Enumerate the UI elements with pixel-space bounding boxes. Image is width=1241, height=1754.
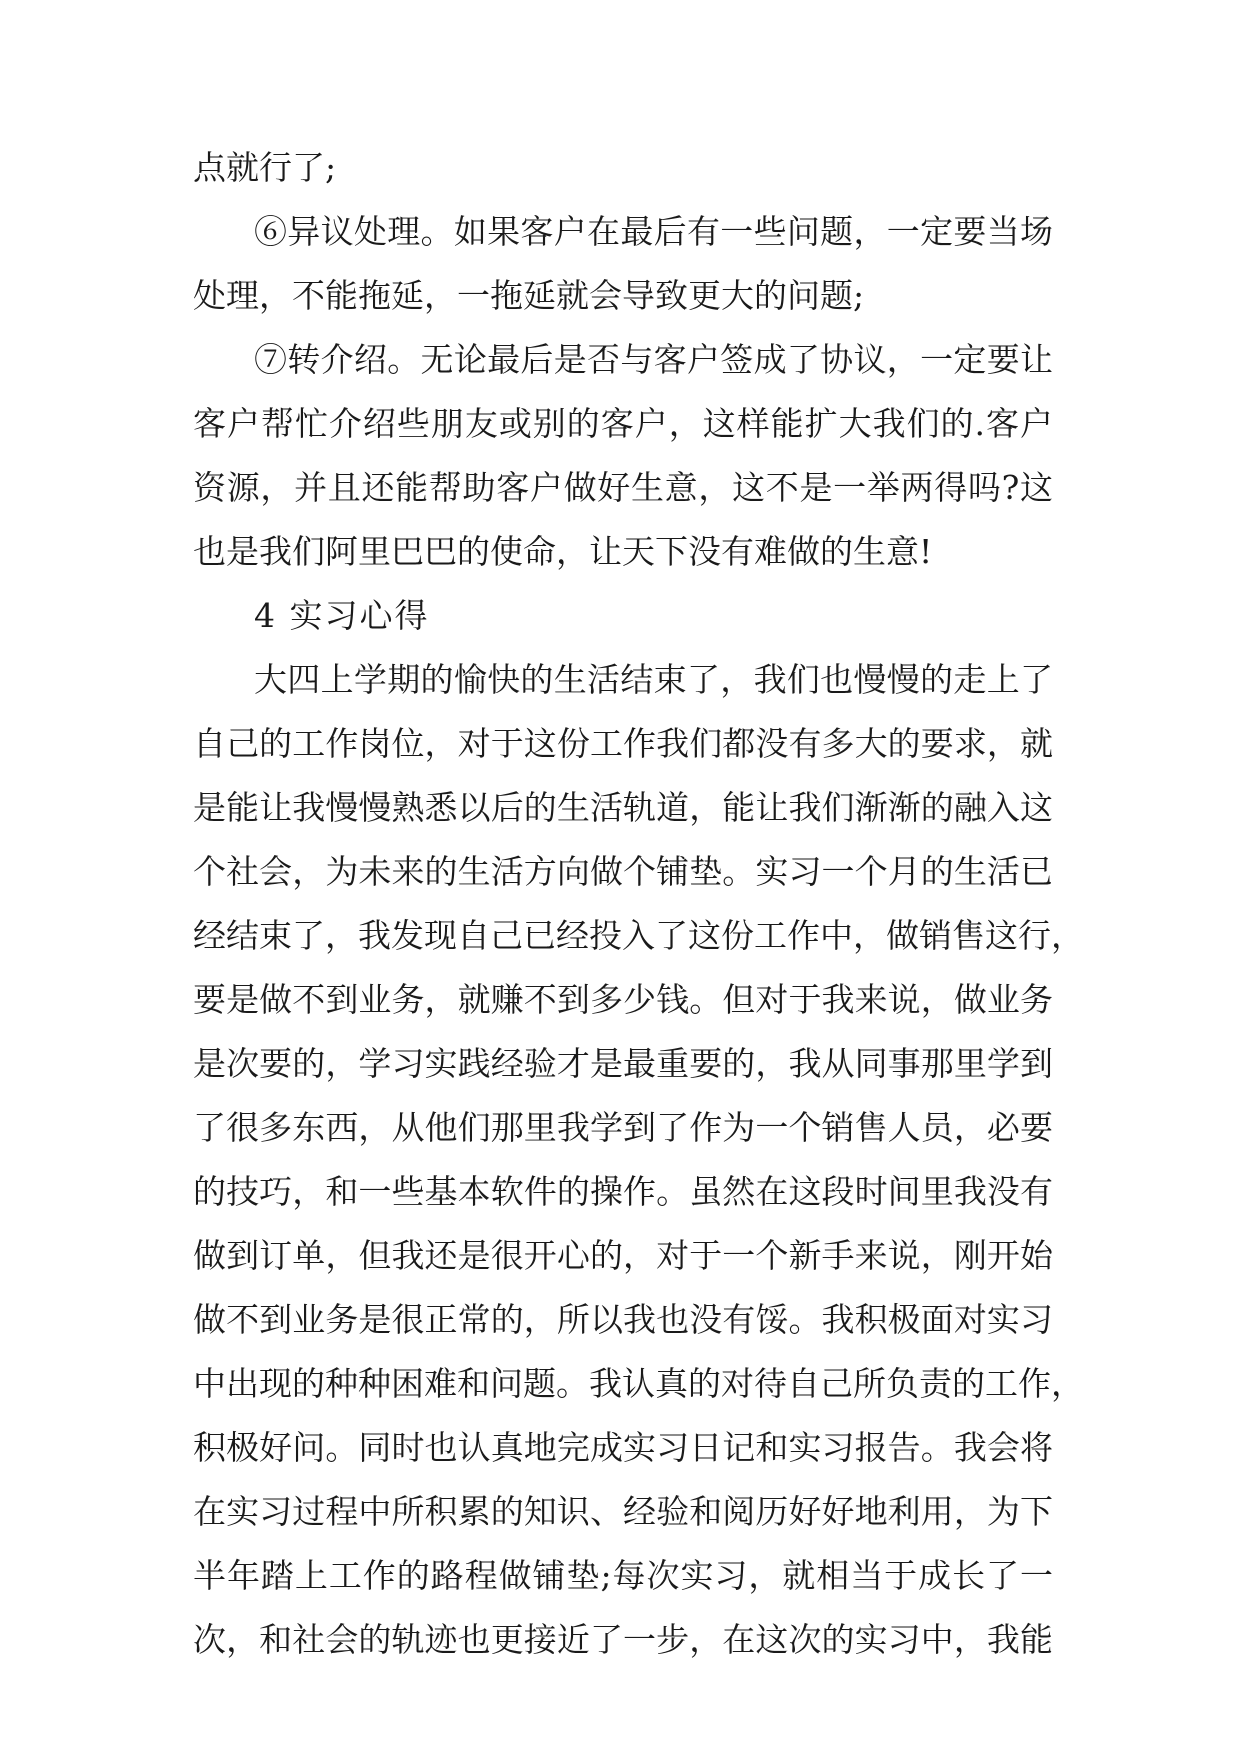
paragraph-line: 半年踏上工作的路程做铺垫;每次实习，就相当于成长了一	[193, 1556, 1053, 1595]
paragraph-line: ⑦转介绍。无论最后是否与客户签成了协议，一定要让	[254, 340, 1053, 379]
paragraph-line: 的技巧，和一些基本软件的操作。虽然在这段时间里我没有	[193, 1172, 1053, 1211]
paragraph-line: 客户帮忙介绍些朋友或别的客户，这样能扩大我们的.客户	[193, 404, 1053, 443]
paragraph-line: 自己的工作岗位，对于这份工作我们都没有多大的要求，就	[193, 724, 1053, 763]
paragraph-line: 经结束了，我发现自己已经投入了这份工作中，做销售这行，	[193, 916, 1084, 955]
paragraph-line: 大四上学期的愉快的生活结束了，我们也慢慢的走上了	[254, 660, 1053, 699]
paragraph-line: 点就行了;	[193, 148, 337, 187]
paragraph-line: 积极好问。同时也认真地完成实习日记和实习报告。我会将	[193, 1428, 1053, 1467]
paragraph-line: 做到订单，但我还是很开心的，对于一个新手来说，刚开始	[193, 1236, 1053, 1275]
section-heading: 4 实习心得	[254, 596, 430, 635]
paragraph-line: 个社会，为未来的生活方向做个铺垫。实习一个月的生活已	[193, 852, 1053, 891]
paragraph-line: 要是做不到业务，就赚不到多少钱。但对于我来说，做业务	[193, 980, 1053, 1019]
paragraph-line: 是次要的，学习实践经验才是最重要的，我从同事那里学到	[193, 1044, 1053, 1083]
paragraph-line: 做不到业务是很正常的，所以我也没有馁。我积极面对实习	[193, 1300, 1053, 1339]
paragraph-line: 在实习过程中所积累的知识、经验和阅历好好地利用，为下	[193, 1492, 1053, 1531]
paragraph-line: ⑥异议处理。如果客户在最后有一些问题，一定要当场	[254, 212, 1053, 251]
paragraph-line: 中出现的种种困难和问题。我认真的对待自己所负责的工作，	[193, 1364, 1084, 1403]
paragraph-line: 处理，不能拖延，一拖延就会导致更大的问题;	[193, 276, 865, 315]
paragraph-line: 了很多东西，从他们那里我学到了作为一个销售人员，必要	[193, 1108, 1053, 1147]
paragraph-line: 次，和社会的轨迹也更接近了一步，在这次的实习中，我能	[193, 1620, 1053, 1659]
paragraph-line: 是能让我慢慢熟悉以后的生活轨道，能让我们渐渐的融入这	[193, 788, 1053, 827]
paragraph-line: 资源，并且还能帮助客户做好生意，这不是一举两得吗?这	[193, 468, 1053, 507]
paragraph-line: 也是我们阿里巴巴的使命，让天下没有难做的生意!	[193, 532, 933, 571]
